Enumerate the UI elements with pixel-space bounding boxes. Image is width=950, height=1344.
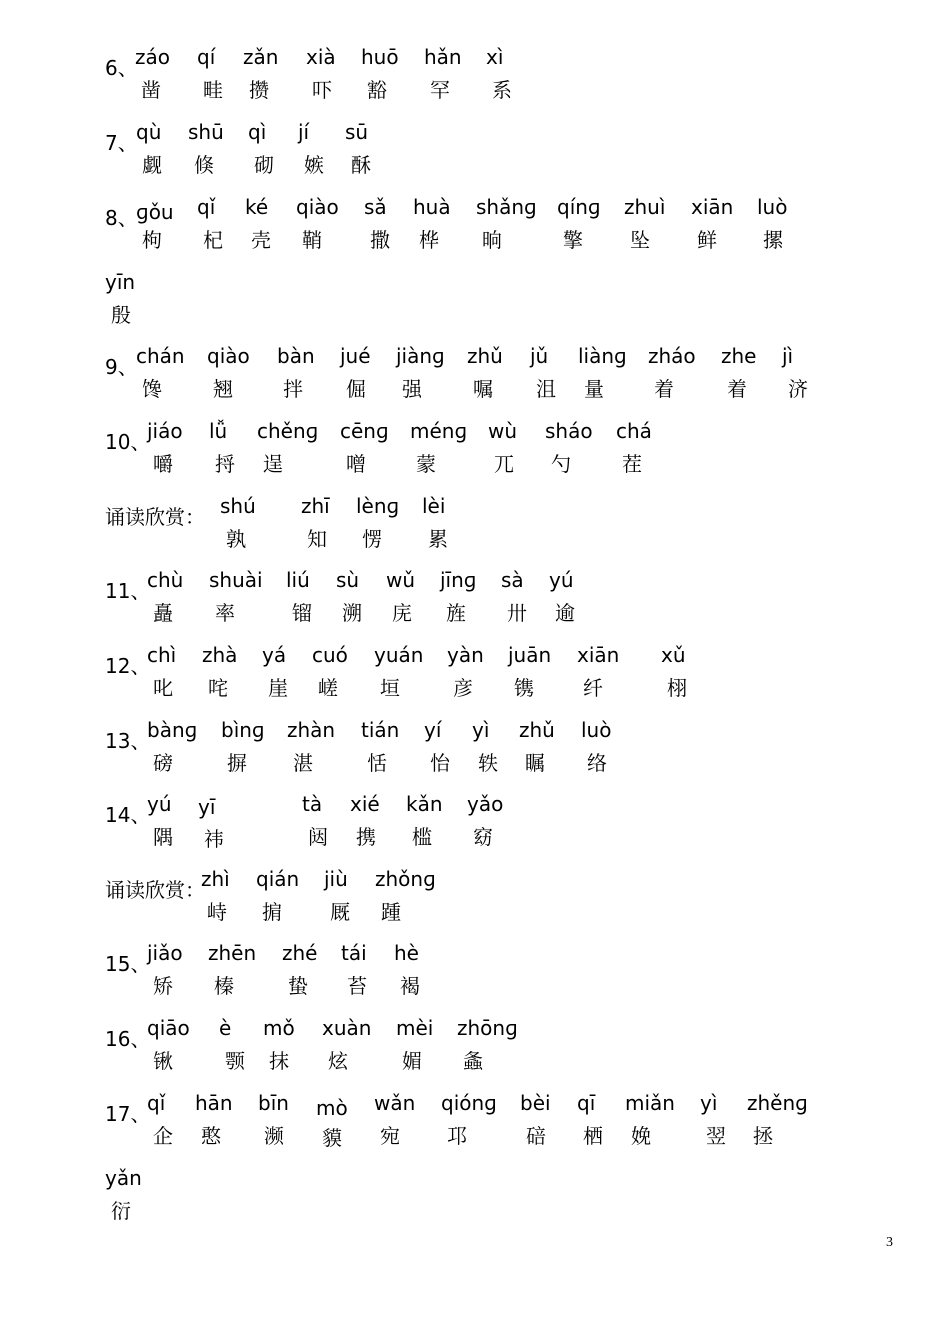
pinyin-text: zhōnɡ bbox=[457, 1016, 518, 1040]
row-label: 17、 bbox=[105, 1102, 151, 1126]
pinyin-text: yī bbox=[198, 795, 216, 819]
row-label: 诵读欣赏： bbox=[105, 878, 205, 902]
hanzi-character: 颚 bbox=[225, 1049, 245, 1073]
hanzi-character: 踵 bbox=[381, 900, 401, 924]
pinyin-text: qiāo bbox=[147, 1016, 190, 1040]
hanzi-character: 倏 bbox=[194, 153, 214, 177]
pinyin-text: qián bbox=[256, 867, 300, 891]
hanzi-character: 豁 bbox=[367, 78, 387, 102]
pinyin-row bbox=[0, 45, 950, 115]
hanzi-character: 酥 bbox=[351, 153, 371, 177]
pinyin-row bbox=[0, 270, 950, 340]
row-label: 16、 bbox=[105, 1027, 151, 1051]
pinyin-row bbox=[0, 867, 950, 937]
pinyin-text: bīn bbox=[258, 1091, 289, 1115]
hanzi-character: 嘱 bbox=[473, 377, 493, 401]
pinyin-text: kǎn bbox=[406, 792, 443, 816]
pinyin-text: cuó bbox=[312, 643, 348, 667]
pinyin-text: ɡǒu bbox=[136, 200, 174, 224]
pinyin-text: yì bbox=[472, 718, 490, 742]
hanzi-character: 厩 bbox=[330, 900, 350, 924]
hanzi-character: 憨 bbox=[201, 1124, 221, 1148]
hanzi-character: 知 bbox=[307, 527, 327, 551]
hanzi-character: 隅 bbox=[153, 825, 173, 849]
hanzi-character: 矫 bbox=[153, 974, 173, 998]
pinyin-text: wǔ bbox=[386, 568, 416, 592]
pinyin-text: zhe bbox=[721, 344, 757, 368]
pinyin-row bbox=[0, 195, 950, 265]
hanzi-character: 咤 bbox=[208, 676, 228, 700]
pinyin-text: liú bbox=[286, 568, 310, 592]
row-label: 15、 bbox=[105, 952, 151, 976]
hanzi-character: 摞 bbox=[763, 228, 783, 252]
hanzi-character: 栩 bbox=[667, 676, 687, 700]
pinyin-text: qì bbox=[248, 120, 267, 144]
pinyin-text: chì bbox=[147, 643, 177, 667]
pinyin-text: zhēn bbox=[208, 941, 257, 965]
row-label: 7、 bbox=[105, 131, 138, 155]
pinyin-text: yǎn bbox=[105, 1166, 142, 1190]
hanzi-character: 嫉 bbox=[304, 153, 324, 177]
pinyin-text: yú bbox=[147, 792, 172, 816]
hanzi-character: 攒 bbox=[249, 78, 269, 102]
hanzi-character: 垣 bbox=[380, 676, 400, 700]
pinyin-text: wù bbox=[488, 419, 518, 443]
hanzi-character: 逾 bbox=[555, 601, 575, 625]
hanzi-character: 貘 bbox=[322, 1126, 342, 1150]
hanzi-character: 量 bbox=[584, 377, 604, 401]
pinyin-text: mǒ bbox=[263, 1016, 295, 1040]
hanzi-character: 砌 bbox=[254, 153, 274, 177]
pinyin-text: mèi bbox=[396, 1016, 434, 1040]
pinyin-text: chá bbox=[616, 419, 652, 443]
hanzi-character: 络 bbox=[587, 751, 607, 775]
hanzi-character: 拌 bbox=[283, 377, 303, 401]
pinyin-text: zhàn bbox=[287, 718, 336, 742]
hanzi-character: 掮 bbox=[262, 900, 282, 924]
pinyin-text: qiào bbox=[296, 195, 339, 219]
hanzi-character: 勺 bbox=[551, 452, 571, 476]
pinyin-text: shú bbox=[220, 494, 256, 518]
pinyin-text: miǎn bbox=[625, 1091, 675, 1115]
pinyin-text: xuàn bbox=[322, 1016, 372, 1040]
pinyin-text: sǎ bbox=[364, 195, 387, 219]
hanzi-character: 噌 bbox=[346, 452, 366, 476]
pinyin-text: sù bbox=[336, 568, 360, 592]
pinyin-text: xiān bbox=[577, 643, 620, 667]
pinyin-row bbox=[0, 941, 950, 1011]
pinyin-text: zhǔ bbox=[467, 344, 503, 368]
hanzi-character: 摒 bbox=[227, 751, 247, 775]
hanzi-character: 倔 bbox=[346, 377, 366, 401]
hanzi-character: 蒙 bbox=[416, 452, 436, 476]
pinyin-text: hān bbox=[195, 1091, 233, 1115]
pinyin-text: zhà bbox=[202, 643, 238, 667]
pinyin-text: jiǎo bbox=[147, 941, 183, 965]
pinyin-text: bèi bbox=[520, 1091, 551, 1115]
hanzi-character: 茬 bbox=[622, 452, 642, 476]
pinyin-text: yì bbox=[700, 1091, 718, 1115]
hanzi-character: 镏 bbox=[292, 601, 312, 625]
pinyin-text: sháo bbox=[545, 419, 593, 443]
hanzi-character: 鲜 bbox=[697, 228, 717, 252]
pinyin-text: xì bbox=[486, 45, 504, 69]
pinyin-row bbox=[0, 792, 950, 862]
hanzi-character: 翘 bbox=[213, 377, 233, 401]
hanzi-character: 衍 bbox=[111, 1199, 131, 1223]
hanzi-character: 炫 bbox=[328, 1049, 348, 1073]
pinyin-text: yǎo bbox=[467, 792, 504, 816]
hanzi-character: 苔 bbox=[347, 974, 367, 998]
row-label: 9、 bbox=[105, 355, 138, 379]
hanzi-character: 翌 bbox=[706, 1124, 726, 1148]
pinyin-text: chěnɡ bbox=[257, 419, 319, 443]
pinyin-text: shǎnɡ bbox=[476, 195, 537, 219]
pinyin-text: zhěnɡ bbox=[747, 1091, 808, 1115]
pinyin-text: jǔ bbox=[530, 344, 549, 368]
hanzi-character: 锹 bbox=[153, 1049, 173, 1073]
hanzi-character: 兀 bbox=[494, 452, 514, 476]
pinyin-text: huà bbox=[413, 195, 451, 219]
pinyin-text: qiónɡ bbox=[441, 1091, 497, 1115]
row-label: 10、 bbox=[105, 430, 151, 454]
pinyin-text: liànɡ bbox=[578, 344, 627, 368]
pinyin-row bbox=[0, 419, 950, 489]
hanzi-character: 着 bbox=[727, 377, 747, 401]
pinyin-text: zhé bbox=[282, 941, 318, 965]
hanzi-character: 桦 bbox=[419, 228, 439, 252]
pinyin-text: yuán bbox=[374, 643, 424, 667]
pinyin-text: bìnɡ bbox=[221, 718, 265, 742]
hanzi-character: 碚 bbox=[526, 1124, 546, 1148]
hanzi-character: 怡 bbox=[430, 751, 450, 775]
pinyin-row bbox=[0, 344, 950, 414]
pinyin-text: zháo bbox=[648, 344, 696, 368]
pinyin-text: ké bbox=[245, 195, 269, 219]
row-label: 诵读欣赏： bbox=[105, 505, 205, 529]
pinyin-text: jiù bbox=[324, 867, 348, 891]
hanzi-character: 栖 bbox=[583, 1124, 603, 1148]
hanzi-character: 叱 bbox=[153, 676, 173, 700]
hanzi-character: 吓 bbox=[312, 78, 332, 102]
pinyin-text: qù bbox=[136, 120, 162, 144]
pinyin-text: yàn bbox=[447, 643, 484, 667]
pinyin-text: yú bbox=[549, 568, 574, 592]
hanzi-character: 罕 bbox=[430, 78, 450, 102]
hanzi-character: 馋 bbox=[142, 377, 162, 401]
row-label: 14、 bbox=[105, 803, 151, 827]
pinyin-text: yá bbox=[262, 643, 287, 667]
hanzi-character: 沮 bbox=[536, 377, 556, 401]
hanzi-character: 褐 bbox=[400, 974, 420, 998]
hanzi-character: 宛 bbox=[380, 1124, 400, 1148]
hanzi-character: 祎 bbox=[204, 827, 224, 851]
hanzi-character: 崖 bbox=[268, 676, 288, 700]
pinyin-text: xǔ bbox=[661, 643, 686, 667]
hanzi-character: 轶 bbox=[478, 751, 498, 775]
hanzi-character: 濒 bbox=[264, 1124, 284, 1148]
pinyin-text: zhì bbox=[201, 867, 230, 891]
pinyin-text: qǐ bbox=[147, 1091, 166, 1115]
pinyin-text: jí bbox=[298, 120, 310, 144]
hanzi-character: 庑 bbox=[392, 601, 412, 625]
pinyin-text: chù bbox=[147, 568, 184, 592]
pinyin-text: lǚ bbox=[209, 419, 228, 443]
row-label: 13、 bbox=[105, 729, 151, 753]
pinyin-text: zǎn bbox=[243, 45, 279, 69]
hanzi-character: 系 bbox=[492, 78, 512, 102]
pinyin-text: luò bbox=[757, 195, 788, 219]
hanzi-character: 抹 bbox=[269, 1049, 289, 1073]
pinyin-text: qǐ bbox=[197, 195, 216, 219]
hanzi-character: 溯 bbox=[342, 601, 362, 625]
pinyin-row bbox=[0, 1091, 950, 1161]
pinyin-text: shuài bbox=[209, 568, 263, 592]
hanzi-character: 镌 bbox=[514, 676, 534, 700]
hanzi-character: 螽 bbox=[463, 1049, 483, 1073]
pinyin-text: è bbox=[219, 1016, 232, 1040]
hanzi-character: 纤 bbox=[583, 676, 603, 700]
hanzi-character: 邛 bbox=[447, 1124, 467, 1148]
row-label: 12、 bbox=[105, 654, 151, 678]
pinyin-text: hǎn bbox=[424, 45, 462, 69]
hanzi-character: 蛰 bbox=[288, 974, 308, 998]
hanzi-character: 卅 bbox=[507, 601, 527, 625]
hanzi-character: 湛 bbox=[293, 751, 313, 775]
pinyin-row bbox=[0, 643, 950, 713]
pinyin-text: luò bbox=[581, 718, 612, 742]
pinyin-text: hè bbox=[394, 941, 419, 965]
hanzi-character: 强 bbox=[402, 377, 422, 401]
hanzi-character: 畦 bbox=[203, 78, 223, 102]
pinyin-row bbox=[0, 120, 950, 190]
row-label: 11、 bbox=[105, 579, 151, 603]
hanzi-character: 撒 bbox=[370, 228, 390, 252]
hanzi-character: 彦 bbox=[453, 676, 473, 700]
hanzi-character: 率 bbox=[215, 601, 235, 625]
hanzi-character: 榛 bbox=[214, 974, 234, 998]
pinyin-row bbox=[0, 494, 950, 564]
pinyin-text: záo bbox=[135, 45, 170, 69]
pinyin-text: yí bbox=[424, 718, 442, 742]
hanzi-character: 旌 bbox=[446, 601, 466, 625]
pinyin-row bbox=[0, 718, 950, 788]
pinyin-row bbox=[0, 1016, 950, 1086]
hanzi-character: 窈 bbox=[473, 825, 493, 849]
pinyin-text: huō bbox=[361, 45, 399, 69]
pinyin-row bbox=[0, 568, 950, 638]
hanzi-character: 矗 bbox=[153, 601, 173, 625]
pinyin-text: qínɡ bbox=[557, 195, 601, 219]
pinyin-text: shū bbox=[188, 120, 224, 144]
hanzi-character: 企 bbox=[153, 1124, 173, 1148]
pinyin-text: zhǒnɡ bbox=[375, 867, 436, 891]
pinyin-text: qī bbox=[577, 1091, 596, 1115]
hanzi-character: 拯 bbox=[753, 1124, 773, 1148]
hanzi-character: 擎 bbox=[563, 228, 583, 252]
pinyin-text: zhǔ bbox=[519, 718, 555, 742]
hanzi-character: 愣 bbox=[362, 527, 382, 551]
hanzi-character: 媚 bbox=[402, 1049, 422, 1073]
hanzi-character: 峙 bbox=[207, 900, 227, 924]
pinyin-text: tián bbox=[361, 718, 400, 742]
hanzi-character: 坠 bbox=[630, 228, 650, 252]
pinyin-text: yīn bbox=[105, 270, 136, 294]
pinyin-text: chán bbox=[136, 344, 185, 368]
pinyin-text: mò bbox=[316, 1096, 348, 1120]
hanzi-character: 凿 bbox=[141, 78, 161, 102]
hanzi-character: 逞 bbox=[263, 452, 283, 476]
pinyin-text: sū bbox=[345, 120, 369, 144]
pinyin-text: jiànɡ bbox=[396, 344, 445, 368]
pinyin-text: juān bbox=[508, 643, 552, 667]
pinyin-text: tà bbox=[302, 792, 323, 816]
hanzi-character: 殷 bbox=[111, 303, 131, 327]
hanzi-character: 济 bbox=[788, 377, 808, 401]
hanzi-character: 磅 bbox=[153, 751, 173, 775]
pinyin-text: bànɡ bbox=[147, 718, 198, 742]
hanzi-character: 着 bbox=[654, 377, 674, 401]
hanzi-character: 闼 bbox=[308, 825, 328, 849]
hanzi-character: 捋 bbox=[215, 452, 235, 476]
hanzi-character: 携 bbox=[356, 825, 376, 849]
hanzi-character: 觑 bbox=[142, 153, 162, 177]
hanzi-character: 枸 bbox=[142, 228, 162, 252]
pinyin-text: sà bbox=[501, 568, 524, 592]
hanzi-character: 累 bbox=[428, 527, 448, 551]
pinyin-text: qí bbox=[197, 45, 216, 69]
pinyin-text: lèi bbox=[422, 494, 446, 518]
row-label: 6、 bbox=[105, 56, 138, 80]
hanzi-character: 恬 bbox=[367, 751, 387, 775]
pinyin-text: jì bbox=[782, 344, 794, 368]
hanzi-character: 鞘 bbox=[302, 228, 322, 252]
hanzi-character: 壳 bbox=[251, 228, 271, 252]
pinyin-text: bàn bbox=[277, 344, 315, 368]
pinyin-text: jīnɡ bbox=[440, 568, 477, 592]
pinyin-text: qiào bbox=[207, 344, 250, 368]
pinyin-text: xiān bbox=[691, 195, 734, 219]
pinyin-text: tái bbox=[341, 941, 367, 965]
pinyin-text: lènɡ bbox=[356, 494, 400, 518]
hanzi-character: 娩 bbox=[631, 1124, 651, 1148]
hanzi-character: 嵯 bbox=[318, 676, 338, 700]
hanzi-character: 孰 bbox=[226, 527, 246, 551]
pinyin-text: wǎn bbox=[374, 1091, 416, 1115]
pinyin-text: zhī bbox=[301, 494, 330, 518]
pinyin-text: jiáo bbox=[147, 419, 183, 443]
hanzi-character: 嚼 bbox=[153, 452, 173, 476]
pinyin-text: cēnɡ bbox=[340, 419, 389, 443]
pinyin-text: zhuì bbox=[624, 195, 666, 219]
pinyin-text: xié bbox=[350, 792, 380, 816]
hanzi-character: 杞 bbox=[203, 228, 223, 252]
pinyin-row bbox=[0, 1166, 950, 1236]
page-number: 3 bbox=[886, 1235, 893, 1250]
row-label: 8、 bbox=[105, 206, 138, 230]
hanzi-character: 晌 bbox=[482, 228, 502, 252]
pinyin-text: xià bbox=[306, 45, 336, 69]
pinyin-text: jué bbox=[340, 344, 371, 368]
hanzi-character: 瞩 bbox=[525, 751, 545, 775]
pinyin-text: ménɡ bbox=[410, 419, 468, 443]
hanzi-character: 槛 bbox=[412, 825, 432, 849]
